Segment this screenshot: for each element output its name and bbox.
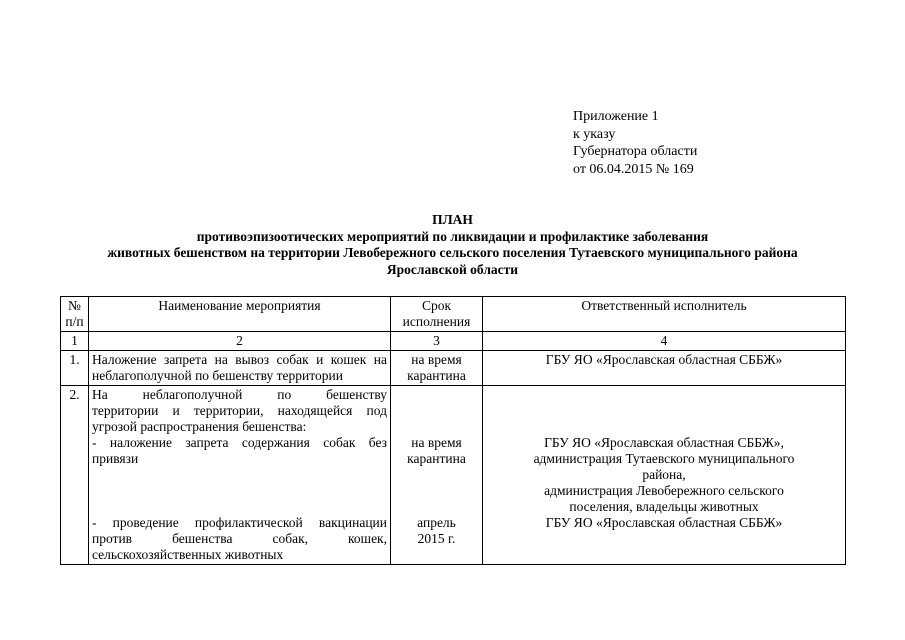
- document-title: [40, 212, 865, 278]
- table-row: [61, 351, 846, 386]
- header-number-line-1: №: [68, 298, 81, 313]
- header-number: [61, 297, 89, 332]
- row-2-spacer: [486, 403, 842, 419]
- header-name: Наименование мероприятия: [89, 297, 391, 332]
- row-1-name-line-1: Наложение запрета на вывоз собак и кошек на: [92, 352, 387, 367]
- row-2-intro-line-1: На неблагополучной по бешенству: [92, 387, 387, 402]
- row-2-sub1-line-2: привязи: [92, 451, 139, 466]
- appendix-line-2: к указу: [573, 126, 616, 142]
- row-2-number: 2.: [61, 386, 89, 565]
- row-1-term-line-1: на время: [411, 352, 462, 367]
- header-number-line-2: п/п: [65, 314, 84, 329]
- title-line-3: Ярославской области: [386, 261, 519, 277]
- header-term-line-2: исполнения: [402, 314, 471, 329]
- row-2-spacer: [394, 467, 479, 483]
- appendix-note: [573, 108, 697, 178]
- title-line-1: противоэпизоотических мероприятий по ликвидации и профилактике заболевания: [196, 228, 709, 244]
- row-2-spacer: [394, 419, 479, 435]
- title-heading: ПЛАН: [432, 212, 473, 227]
- title-line-2: животных бешенством на территории Левобережного сельского поселения Тутаевского муниципального района: [107, 245, 798, 260]
- row-2-sub1-line-1: - наложение запрета содержания собак без: [92, 435, 387, 450]
- row-1-name-line-2: неблагополучной по бешенству территории: [92, 368, 343, 383]
- row-2-sub2-line-2: против бешенства собак, кошек,: [92, 531, 387, 546]
- row-2-responsible: [483, 386, 846, 565]
- row-2-sub2-line-1: - проведение профилактической вакцинации: [92, 515, 387, 530]
- row-1-term: [391, 351, 483, 386]
- column-number-2: 2: [89, 332, 391, 351]
- row-2-spacer: [486, 419, 842, 435]
- row-2-intro-line-2: территории и территории, находящейся под: [92, 403, 387, 418]
- row-2-spacer: [92, 499, 387, 515]
- table-column-numbers-row: [61, 332, 846, 351]
- row-1-term-line-2: карантина: [407, 368, 466, 383]
- row-2-sub2-term-line-1: апрель: [417, 515, 456, 530]
- row-1-name: [89, 351, 391, 386]
- header-term-line-1: Срок: [421, 298, 452, 313]
- column-number-3: 3: [391, 332, 483, 351]
- plan-table: [60, 296, 846, 565]
- table-row: [61, 386, 846, 565]
- row-1-number: 1.: [61, 351, 89, 386]
- row-2-sub2-term-line-2: 2015 г.: [417, 531, 456, 546]
- row-2-intro-line-3: угрозой распространения бешенства:: [92, 419, 307, 434]
- row-2-name: [89, 386, 391, 565]
- row-2-spacer: [486, 387, 842, 403]
- row-2-spacer: [394, 483, 479, 499]
- row-2-sub1-resp-line-2: администрация Тутаевского муниципального: [533, 451, 795, 466]
- header-term: [391, 297, 483, 332]
- row-2-term: [391, 386, 483, 565]
- row-1-responsible: ГБУ ЯО «Ярославская областная СББЖ»: [483, 351, 846, 386]
- row-2-sub1-resp-line-3: района,: [642, 467, 686, 482]
- row-2-spacer: [92, 483, 387, 499]
- row-2-sub1-resp-line-4: администрация Левобережного сельского: [544, 483, 784, 498]
- column-number-4: 4: [483, 332, 846, 351]
- row-2-spacer: [394, 403, 479, 419]
- header-responsible: Ответственный исполнитель: [483, 297, 846, 332]
- row-2-sub1-resp-line-5: поселения, владельцы животных: [569, 499, 759, 514]
- row-2-sub1-term-line-1: на время: [411, 435, 462, 450]
- appendix-line-4: от 06.04.2015 № 169: [573, 161, 694, 177]
- row-2-spacer: [92, 467, 387, 483]
- appendix-line-3: Губернатора области: [573, 144, 698, 159]
- row-2-sub2-resp-line-1: ГБУ ЯО «Ярославская областная СББЖ»: [545, 515, 783, 530]
- appendix-line-1: Приложение 1: [573, 109, 659, 124]
- row-2-sub1-resp-line-1: ГБУ ЯО «Ярославская областная СББЖ»,: [544, 435, 784, 450]
- row-2-spacer: [394, 499, 479, 515]
- column-number-1: 1: [61, 332, 89, 351]
- row-2-spacer: [394, 387, 479, 403]
- table-header-row: [61, 297, 846, 332]
- row-2-sub2-line-3: сельскохозяйственных животных: [92, 547, 284, 562]
- row-2-sub1-term-line-2: карантина: [407, 451, 466, 466]
